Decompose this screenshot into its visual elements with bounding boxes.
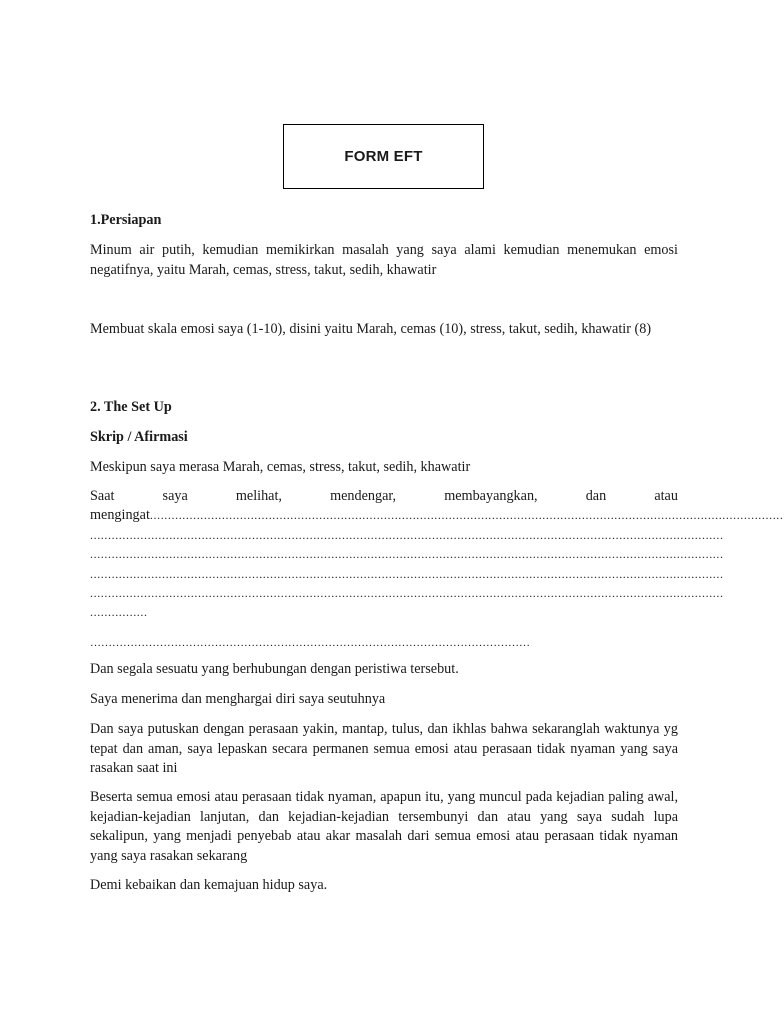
script-subheading: Skrip / Afirmasi [90,429,188,445]
fill-in-dots-spaced[interactable]: ………………………………………………………………………………………………………… [90,637,530,649]
word-dan: dan [585,488,607,504]
paragraph-meskipun: Meskipun saya merasa Marah, cemas, stress, takut, sedih, khawatir [90,459,471,475]
fill-in-dots[interactable]: ................................................................................................................................................................................ [149,508,784,522]
section1-heading: 1.Persiapan [90,212,162,228]
fill-in-dots-short[interactable]: ................ [90,605,148,619]
paragraph-menerima: Saya menerima dan menghargai diri saya seutuhnya [90,691,386,707]
word-saya: saya [162,488,188,504]
fill-in-dots[interactable]: ................................................................................................................................................................................ [90,567,724,581]
paragraph-segala: Dan segala sesuatu yang berhubungan dengan peristiwa tersebut. [90,661,459,677]
word-membayangkan: membayangkan, [444,488,538,504]
section1-paragraph-skala: Membuat skala emosi saya (1-10), disini yaitu Marah, cemas (10), stress, takut, sedih, khawatir (8) [90,321,652,337]
title-box [283,124,484,189]
word-atau: atau [654,488,678,504]
form-title: FORM EFT [344,147,423,165]
paragraph-demi: Demi kebaikan dan kemajuan hidup saya. [90,877,328,893]
word-melihat: melihat, [235,488,282,504]
fill-in-dots[interactable]: ................................................................................................................................................................................ [90,547,724,561]
fill-in-dots[interactable]: ................................................................................................................................................................................ [90,586,724,600]
fill-in-dots[interactable]: ................................................................................................................................................................................ [90,528,724,542]
word-saat: Saat [90,488,115,504]
word-mendengar: mendengar, [330,488,397,504]
word-mengingat: mengingat [90,507,150,523]
saat-line [90,487,678,507]
paragraph-putuskan: Dan saya putuskan dengan perasaan yakin, mantap, tulus, dan ikhlas bahwa sekaranglah waktunya yg tepat dan aman, saya lepaskan secara permanen semua emosi atau perasaan tidak nyaman yang saya rasakan saat ini [90,721,678,776]
paragraph-beserta: Beserta semua emosi atau perasaan tidak nyaman, apapun itu, yang muncul pada kejadian paling awal, kejadian-kejadian lanjutan, dan kejadian-kejadian tersembunyi dan atau yang saya sudah lupa sekalipun, yang menjadi penyebab atau akar masalah dari semua emosi atau perasaan tidak nyaman yang saya rasakan sekarang [90,789,678,864]
section1-paragraph-emosi: Minum air putih, kemudian memikirkan masalah yang saya alami kemudian menemukan emosi negatifnya, yaitu Marah, cemas, stress, takut, sedih, khawatir [90,242,678,278]
section2-heading: 2. The Set Up [90,399,172,415]
mengingat-line [90,506,784,526]
